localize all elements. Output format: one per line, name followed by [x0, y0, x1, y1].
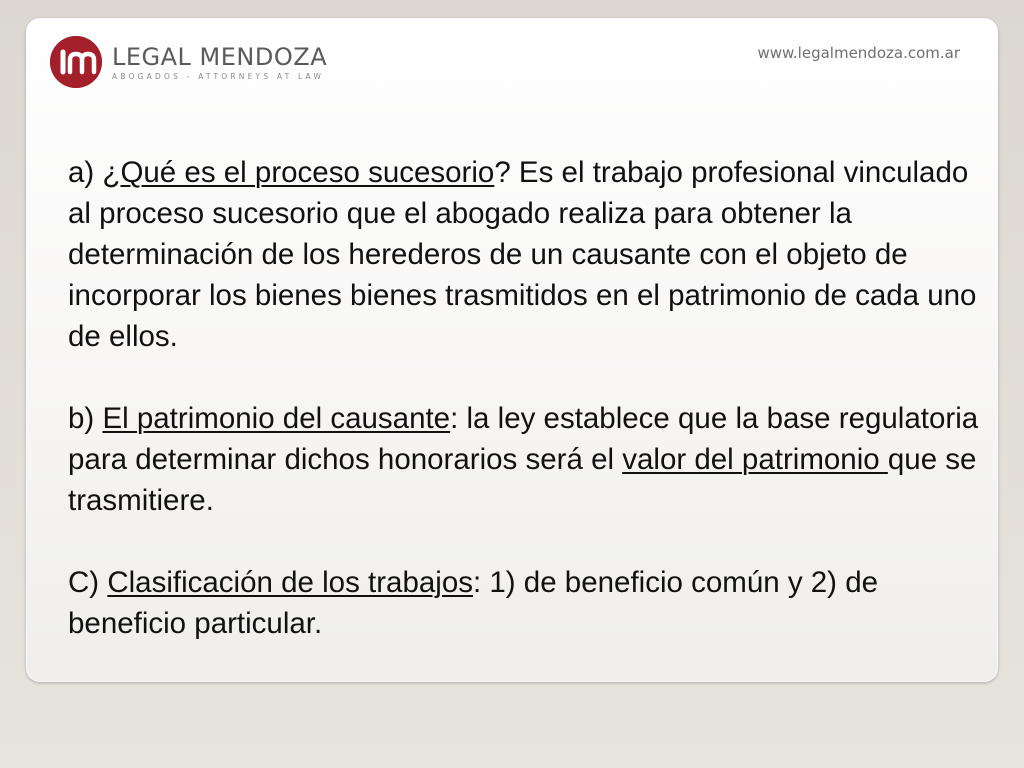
paragraph-b — [68, 398, 983, 521]
para-a-prefix: a) ¿ — [68, 156, 121, 189]
para-b-text: : la ley establece que la base regulatoria para determinar dichos honorarios será el — [68, 402, 979, 476]
para-c-prefix: C) — [68, 566, 108, 599]
para-c-heading: Clasificación de los trabajos — [107, 566, 473, 599]
slide-body — [68, 152, 983, 644]
brand-logo — [50, 36, 327, 88]
brand-tagline: ABOGADOS - ATTORNEYS AT LAW — [112, 71, 325, 81]
website-url: www.legalmendoza.com.ar — [757, 44, 960, 62]
brand-text — [112, 44, 327, 81]
para-b-heading: El patrimonio del causante — [102, 402, 451, 435]
paragraph-a — [68, 152, 983, 357]
para-c-text: : 1) de beneficio común y 2) de beneficio particular. — [68, 566, 879, 640]
brand-name: LEGAL MENDOZA — [112, 42, 328, 71]
para-a-heading: Qué es el proceso sucesorio — [120, 156, 495, 189]
paragraph-c — [68, 562, 983, 644]
slide-panel — [26, 18, 998, 682]
para-b-emphasis: valor del patrimonio — [622, 443, 888, 476]
para-b-end: que se trasmitiere. — [68, 443, 977, 517]
lm-monogram-icon — [50, 36, 102, 88]
para-a-text: ? Es el trabajo profesional vinculado al proceso sucesorio que el abogado realiza para obtener la determinación de los herederos de un causante con el objeto de incorporar los bienes bienes trasmitidos en el patrimonio de cada uno de ellos. — [68, 156, 977, 353]
logo-mark-icon — [50, 36, 102, 88]
para-b-prefix: b) — [68, 402, 103, 435]
